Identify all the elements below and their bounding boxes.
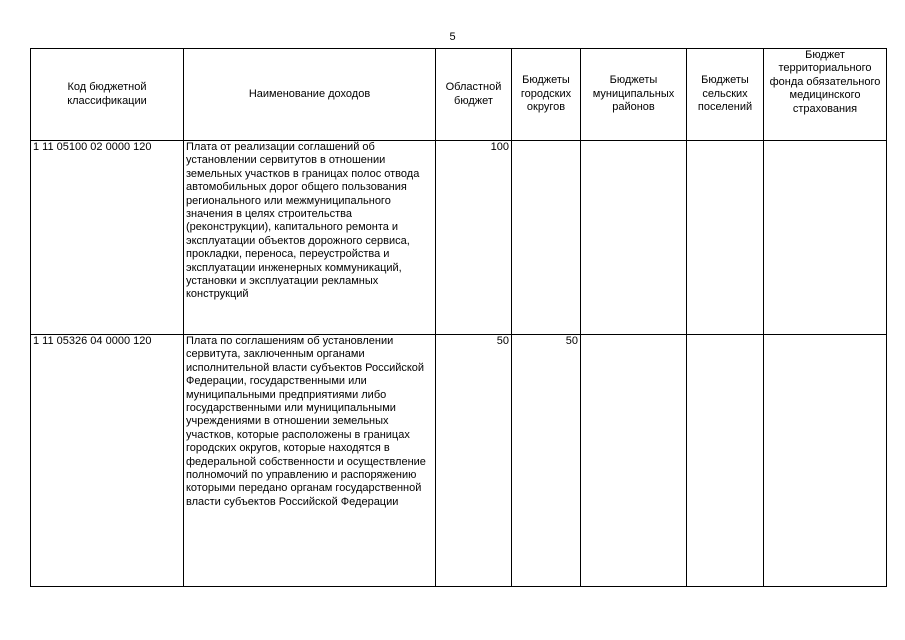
municipal-districts-budget-cell xyxy=(581,141,687,335)
regional-budget-cell: 100 xyxy=(436,141,512,335)
header-revenue-name: Наименование доходов xyxy=(184,49,436,141)
city-districts-budget-cell: 50 xyxy=(512,335,581,587)
regional-budget-cell: 50 xyxy=(436,335,512,587)
table-header-row xyxy=(31,49,887,141)
city-districts-budget-cell xyxy=(512,141,581,335)
header-foms-budget: Бюджет территориального фонда обязательного медицинского страхования xyxy=(764,49,887,141)
revenue-name-cell: Плата от реализации соглашений об установлении сервитутов в отношении земельных участков в границах полос отвода автомобильных дорог общего пользования регионального или межмуниципального значения в целях строительства (реконструкции), капитального ремонта и эксплуатации объектов дорожного сервиса, прокладки, переноса, переустройства и эксплуатации инженерных коммуникаций, установки и эксплуатации рекламных конструкций xyxy=(184,141,436,335)
foms-budget-cell xyxy=(764,141,887,335)
budget-code-cell: 1 11 05100 02 0000 120 xyxy=(31,141,184,335)
header-municipal-districts-budget: Бюджеты муниципальных районов xyxy=(581,49,687,141)
revenue-distribution-table xyxy=(30,48,887,587)
budget-code-cell: 1 11 05326 04 0000 120 xyxy=(31,335,184,587)
table-row xyxy=(31,335,887,587)
municipal-districts-budget-cell xyxy=(581,335,687,587)
header-rural-settlements-budget: Бюджеты сельских поселений xyxy=(687,49,764,141)
page-number: 5 xyxy=(449,31,456,43)
foms-budget-cell xyxy=(764,335,887,587)
rural-settlements-budget-cell xyxy=(687,335,764,587)
rural-settlements-budget-cell xyxy=(687,141,764,335)
table-row xyxy=(31,141,887,335)
header-regional-budget: Областной бюджет xyxy=(436,49,512,141)
header-budget-code: Код бюджетной классификации xyxy=(31,49,184,141)
revenue-name-cell: Плата по соглашениям об установлении сервитута, заключенным органами исполнительной власти субъектов Российской Федерации, государственными или муниципальными предприятиями либо государственными или муниципальными учреждениями в отношении земельных участков, которые расположены в границах городских округов, которые находятся в федеральной собственности и осуществление полномочий по управлению и распоряжению которыми передано органам государственной власти субъектов Российской Федерации xyxy=(184,335,436,587)
header-city-districts-budget: Бюджеты городских округов xyxy=(512,49,581,141)
